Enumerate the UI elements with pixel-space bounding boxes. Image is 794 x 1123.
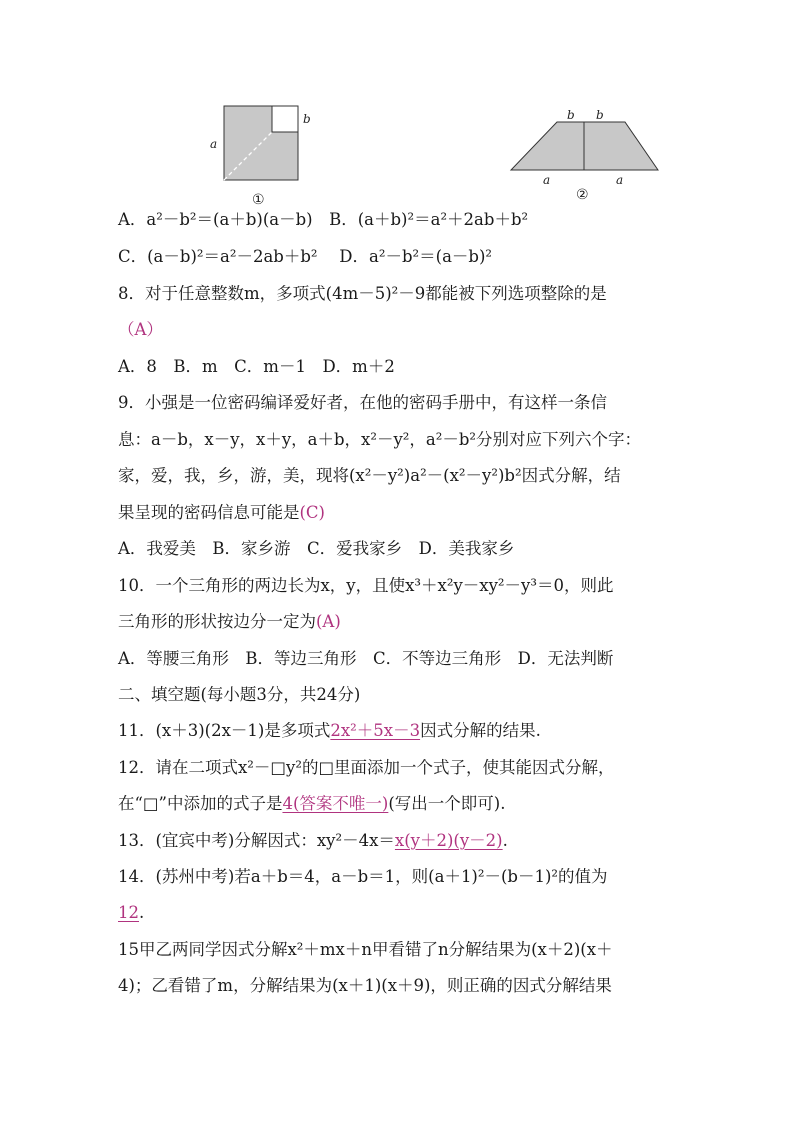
figure-trapezoid: [505, 106, 665, 206]
section-2-title: 二、填空题(每小题3分，共24分): [118, 685, 361, 704]
q13-suffix: .: [502, 831, 508, 850]
small-square: [272, 106, 298, 132]
fig2-label-a1: a: [543, 173, 551, 187]
q10-line-2: [118, 612, 341, 632]
q8-text: 8．对于任意整数m，多项式(4m－5)²－9都能被下列选项整除的是: [118, 284, 607, 303]
q11-prefix: 11．(x＋3)(2x－1)是多项式: [118, 721, 331, 740]
fig2-caption: ②: [576, 187, 589, 203]
q14-suffix: .: [139, 903, 145, 922]
q10-options: A．等腰三角形 B．等边三角形 C．不等边三角形 D．无法判断: [118, 649, 614, 668]
q9-line-3: 家，爱，我，乡，游，美，现将(x²－y²)a²－(x²－y²)b²因式分解，结: [118, 466, 621, 485]
q14-line-2: [118, 903, 144, 923]
q15-line-2: 4)；乙看错了m，分解结果为(x＋1)(x＋9)，则正确的因式分解结果: [118, 976, 612, 995]
q11-answer: 2x²＋5x－3: [330, 721, 421, 740]
q14-line-1: 14．(苏州中考)若a＋b＝4，a－b＝1，则(a＋1)²－(b－1)²的值为: [118, 867, 608, 886]
q13-prefix: 13．(宜宾中考)分解因式：xy²－4x＝: [118, 831, 395, 850]
q10-line-1: 10．一个三角形的两边长为x，y，且使x³＋x²y－xy²－y³＝0，则此: [118, 576, 614, 595]
q12-prefix: 在“□”中添加的式子是: [118, 794, 283, 813]
fig2-label-b1: b: [567, 108, 575, 122]
q10-line-2-text: 三角形的形状按边分一定为: [118, 612, 316, 631]
q11-suffix: 因式分解的结果.: [420, 721, 541, 740]
q12-suffix: (写出一个即可).: [388, 794, 506, 813]
q9-line-4-text: 果呈现的密码信息可能是: [118, 503, 300, 522]
q7-options-ab: A．a²－b²＝(a＋b)(a－b) B．(a＋b)²＝a²＋2ab＋b²: [118, 210, 529, 229]
fig2-label-a2: a: [616, 173, 624, 187]
q15-line-1: 15甲乙两同学因式分解x²＋mx＋n甲看错了n分解结果为(x＋2)(x＋: [118, 940, 613, 959]
q9-options: A．我爱美 B．家乡游 C．爱我家乡 D．美我家乡: [118, 539, 515, 558]
q12-answer: 4(答案不唯一): [282, 794, 389, 813]
fig1-label-a: a: [210, 137, 218, 151]
q13: [118, 831, 508, 851]
figure-square: [200, 98, 320, 210]
q9-line-4: [118, 503, 325, 523]
fig2-label-b2: b: [596, 108, 604, 122]
q9-line-1: 9．小强是一位密码编译爱好者，在他的密码手册中，有这样一条信: [118, 393, 607, 412]
q10-answer: (A): [316, 612, 341, 631]
q11: [118, 721, 541, 741]
q7-options-cd: C．(a－b)²＝a²－2ab＋b² D．a²－b²＝(a－b)²: [118, 247, 493, 266]
q14-answer: 12: [118, 903, 139, 922]
fig1-caption: ①: [252, 192, 265, 208]
q9-line-2: 息：a－b，x－y，x＋y，a＋b，x²－y²，a²－b²分别对应下列六个字：: [118, 430, 642, 449]
q8-options: A．8 B．m C．m－1 D．m＋2: [118, 357, 395, 376]
q9-answer: (C): [299, 503, 325, 522]
q13-answer: x(y＋2)(y－2): [394, 831, 503, 850]
fig1-label-b: b: [303, 112, 311, 126]
q12-line-1: 12．请在二项式x²－□y²的□里面添加一个式子，使其能因式分解，: [118, 758, 615, 777]
q12-line-2: [118, 794, 505, 814]
q8-answer: （A）: [118, 320, 163, 339]
